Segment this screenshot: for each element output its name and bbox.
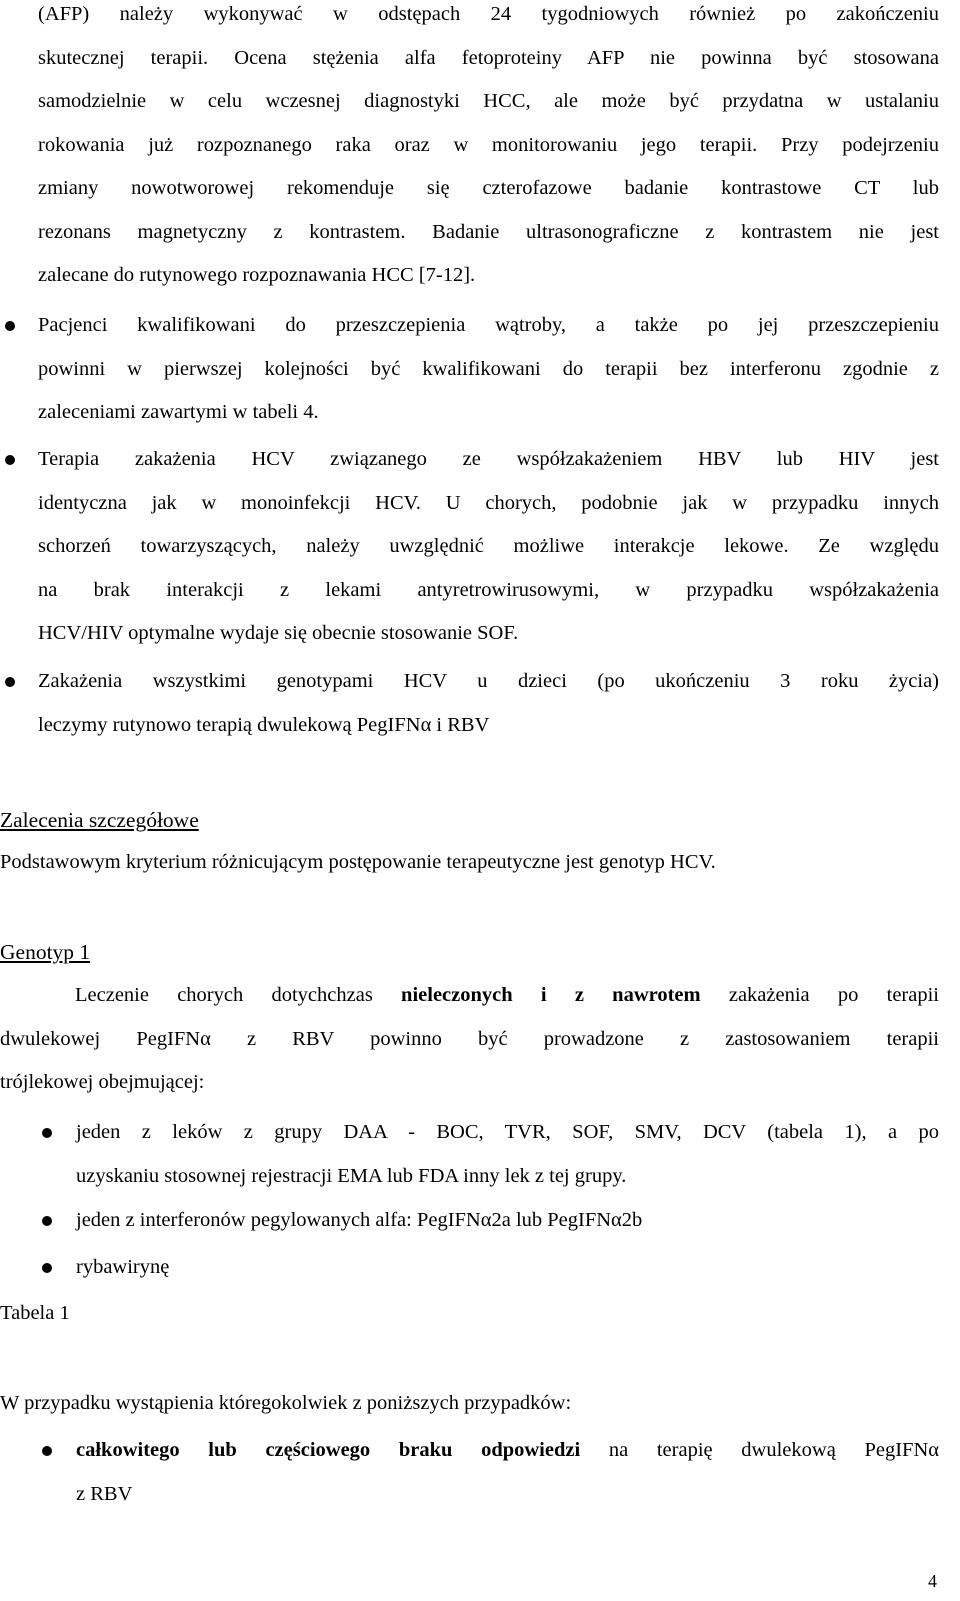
text-line: zaleceniami zawartymi w tabeli 4. (38, 401, 319, 423)
text-line: jeden z leków z grupy DAA - BOC, TVR, SOF, SMV, DCV (tabela 1), a po (76, 1121, 939, 1143)
bold-text: całkowitego lub częściowego braku odpowiedzi (76, 1439, 581, 1461)
text-line: uzyskaniu stosownej rejestracji EMA lub FDA inny lek z tej grupy. (76, 1164, 627, 1187)
text-line: rezonans magnetyczny z kontrastem. Badanie ultrasonograficzne z kontrastem nie jest (38, 220, 939, 243)
text-line: rokowania już rozpoznanego raka oraz w monitorowaniu jego terapii. Przy podejrzeniu (38, 133, 939, 156)
section-text: Podstawowym kryterium różnicującym postępowanie terapeutyczne jest genotyp HCV. (0, 851, 716, 873)
bold-text: nieleczonych i z nawrotem (401, 984, 701, 1006)
genotype-heading: Genotyp 1 (0, 940, 91, 964)
bullet-icon (5, 455, 15, 465)
text-line: Pacjenci kwalifikowani do przeszczepienia wątroby, a także po jej przeszczepieniu (38, 314, 939, 336)
bullet-icon (42, 1263, 52, 1273)
text-line: powinni w pierwszej kolejności być kwalifikowani do terapii bez interferonu zgodnie z (38, 357, 939, 380)
text-line: skutecznej terapii. Ocena stężenia alfa fetoproteiny AFP nie powinna być stosowana (38, 46, 939, 69)
list-item (76, 1111, 939, 1198)
text-line: Terapia zakażenia HCV związanego ze współzakażeniem HBV lub HIV jest (38, 448, 939, 470)
bullet-icon (5, 321, 15, 331)
list-item (38, 304, 939, 435)
text-line: Zakażenia wszystkimi genotypami HCV u dzieci (po ukończeniu 3 roku życia) (38, 670, 939, 692)
list-item (76, 1429, 939, 1516)
text-line: samodzielnie w celu wczesnej diagnostyki HCC, ale może być przydatna w ustalaniu (38, 90, 939, 112)
page-number: 4 (928, 1571, 937, 1591)
list-item (38, 660, 939, 747)
table-reference: Tabela 1 (0, 1302, 70, 1324)
bullet-icon (42, 1446, 52, 1456)
list-item: rybawirynę (76, 1256, 170, 1278)
intro-paragraph (38, 0, 939, 298)
text-line: identyczna jak w monoinfekcji HCV. U chorych, podobnie jak w przypadku innych (38, 491, 939, 514)
text-span: zakażenia po terapii (700, 984, 939, 1006)
text-line: schorzeń towarzyszących, należy uwzględnić możliwe interakcje lekowe. Ze względu (38, 535, 939, 557)
bullet-icon (5, 677, 15, 687)
genotype-paragraph (0, 974, 939, 1105)
bullet-icon (42, 1216, 52, 1226)
text-line: trójlekowej obejmującej: (0, 1071, 205, 1093)
text-line: zmiany nowotworowej rekomenduje się czterofazowe badanie kontrastowe CT lub (38, 177, 939, 199)
section-heading: Zalecenia szczegółowe (0, 808, 199, 832)
text-span: na terapię dwulekową PegIFNα (580, 1439, 939, 1461)
list-item (38, 438, 939, 656)
text-span: Leczenie chorych dotychchzas (75, 984, 402, 1006)
text-line: (AFP) należy wykonywać w odstępach 24 tygodniowych również po zakończeniu (38, 3, 939, 25)
cases-intro: W przypadku wystąpienia któregokolwiek z poniższych przypadków: (0, 1392, 572, 1414)
text-line: z RBV (76, 1482, 133, 1505)
text-line (76, 1429, 939, 1473)
bullet-icon (42, 1128, 52, 1138)
text-line: leczymy rutynowo terapią dwulekową PegIFNα i RBV (38, 713, 490, 736)
text-line: HCV/HIV optymalne wydaje się obecnie stosowanie SOF. (38, 622, 519, 644)
list-item: jeden z interferonów pegylowanych alfa: PegIFNα2a lub PegIFNα2b (76, 1209, 643, 1231)
text-line: na brak interakcji z lekami antyretrowirusowymi, w przypadku współzakażenia (38, 578, 939, 601)
text-line (0, 974, 939, 1018)
text-line: dwulekowej PegIFNα z RBV powinno być prowadzone z zastosowaniem terapii (0, 1027, 939, 1050)
text-line: zalecane do rutynowego rozpoznawania HCC [7-12]. (38, 264, 476, 286)
